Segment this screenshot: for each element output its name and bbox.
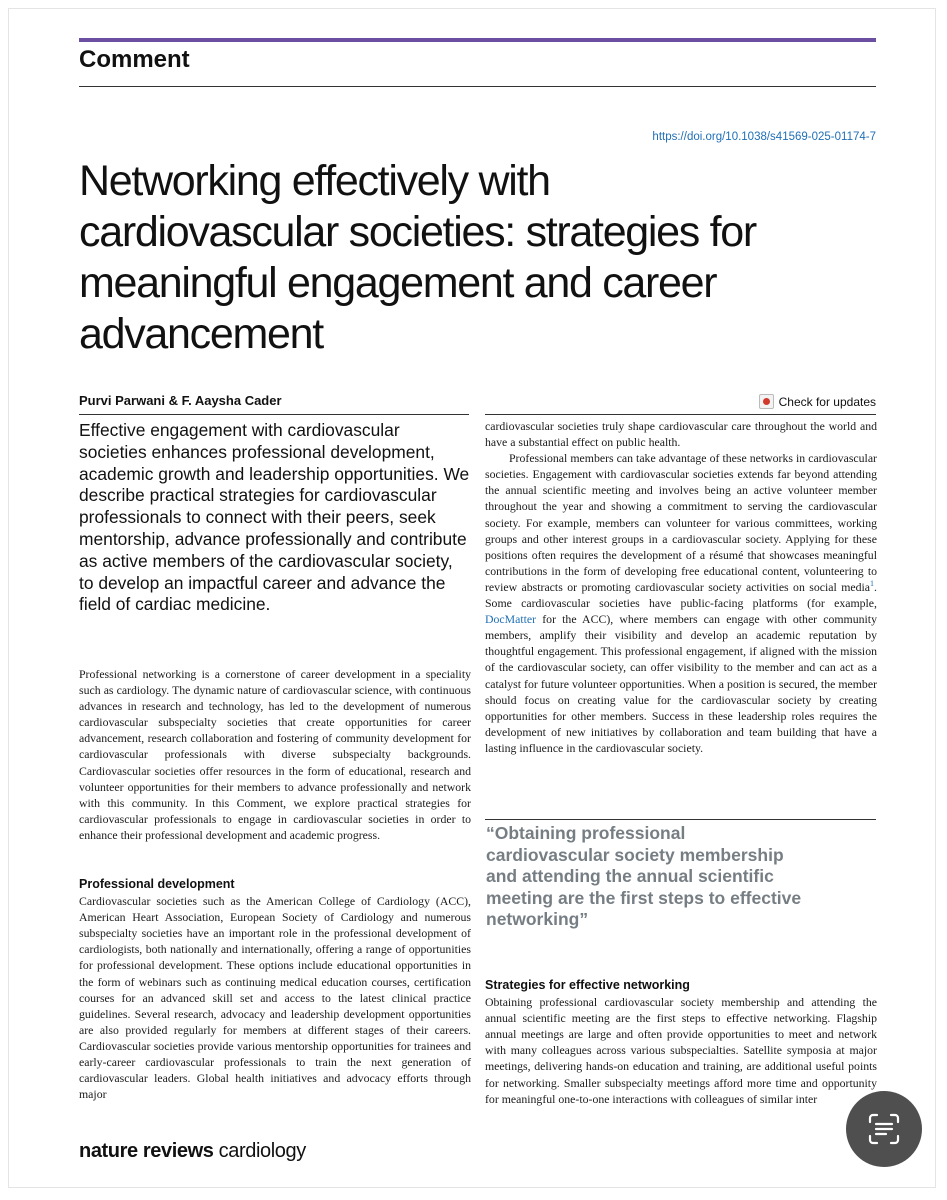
- check-updates-icon: [759, 394, 774, 409]
- journal-name-bold: nature reviews: [79, 1140, 214, 1162]
- body-paragraph: cardiovascular societies truly shape cardiovascular care throughout the world and have a substantial effect on public health.: [485, 419, 877, 450]
- right-column-text: [485, 418, 877, 756]
- journal-footer: [79, 1140, 306, 1163]
- scan-text-icon: [864, 1109, 904, 1149]
- check-updates-label: Check for updates: [778, 394, 876, 409]
- abstract: Effective engagement with cardiovascular societies enhances professional development, academic growth and leadership opportunities. We describe practical strategies for cardiovascular professionals to connect with their peers, seek mentorship, advance professionally and contribute as active members of the cardiovascular society, to develop an impactful career and advance the field of cardiac medicine.: [79, 420, 470, 615]
- left-column-divider: [79, 414, 469, 415]
- doi-link[interactable]: https://doi.org/10.1038/s41569-025-01174-7: [652, 131, 876, 143]
- scan-text-button[interactable]: [846, 1091, 922, 1167]
- section-divider: [79, 86, 876, 87]
- right-column-divider: [485, 414, 876, 415]
- section-heading: Professional development: [79, 877, 235, 891]
- journal-name-light: cardiology: [218, 1140, 306, 1162]
- docmatter-link[interactable]: DocMatter: [485, 612, 537, 627]
- check-for-updates-button[interactable]: [759, 394, 876, 409]
- body-paragraph: Obtaining professional cardiovascular society membership and attending the annual scientific meeting are the first steps to effective networking. Flagship annual meetings are large and often provide opportunities to meet and network with many colleagues across various subspecialties. Satellite symposia at major meetings, delivering hands-on education and training, are additional useful points for networking. Smaller subspecialty meetings afford more time and opportunity for meaningful one-to-one interactions with colleagues of similar inter: [485, 995, 877, 1106]
- article-title: Networking effectively with cardiovascular societies: strategies for meaningful engagement and career advancement: [79, 157, 756, 358]
- intro-paragraph: Professional networking is a cornerstone of career development in a speciality such as cardiology. The dynamic nature of cardiovascular science, with continuous advances in research and technology, has led to the development of numerous cardiovascular subspecialty societies that create opportunities for career advancement, research collaboration and fostering of community development for cardiovascular professionals with diverse subspecialty backgrounds. Cardiovascular societies offer resources in the form of educational, research and volunteer opportunities for their members to advance professionally and network with this community. In this Comment, we explore practical strategies for cardiovascular professionals to engage in cardiovascular societies in order to enhance their professional development and academic progress.: [79, 667, 471, 842]
- authors: Purvi Parwani & F. Aaysha Cader: [79, 393, 282, 408]
- accent-bar: [79, 38, 876, 42]
- body-paragraph: Professional members can take advantage of these networks in cardiovascular societies. Engagement with cardiovascular societies extends far beyond attending the annual scientific meeting and involves being an active volunteer member throughout the year and showing a commitment to serving the cardiovascular society. For example, members can volunteer for various committees, working groups and other interest groups in a cardiovascular society. Applying for these positions often requires the development of a résumé that showcases meaningful contributions in the form of developing free educational content, volunteering to review abstracts or promoting cardiovascular society activities on social media$^1$. Some cardiovascular societies have public-facing platforms (for example, DocMatter for the ACC), where members can engage with other community members, amplify their visibility and develop an academic reputation by thoughtful engagement. This professional engagement, if aligned with the mission of the cardiovascular society, can offer visibility to the member and can act as a catalyst for future volunteer opportunities. When a position is secured, the member should focus on creating value for the cardiovascular society by creating opportunities for other members. Success in these leadership roles requires the development of new initiatives by collaboration and team building that have a lasting influence in the cardiovascular society.: [485, 451, 877, 755]
- reference-link[interactable]: 1: [870, 579, 875, 589]
- pull-quote: “Obtaining professional cardiovascular society membership and attending the annual scientific meeting are the first steps to effective networking”: [486, 823, 802, 929]
- intro-section: [79, 666, 471, 843]
- body-paragraph: Cardiovascular societies such as the American College of Cardiology (ACC), American Heart Association, European Society of Cardiology and numerous subspecialty societies have an important role in the professional development of cardiologists, both nationally and internationally, offering a range of opportunities for professional development. These options include educational opportunities in the form of webinars such as continuing medical education courses, certification courses for an advanced skill set and access to the latest clinical practice guidelines. Several research, advocacy and leadership development opportunities are also provided regularly for members at different stages of their careers. Cardiovascular societies provide various mentorship opportunities for trainees and early-career cardiovascular professionals to train the next generation of cardiovascular leaders. Global health initiatives and advocacy efforts through major: [79, 894, 471, 1102]
- section-heading: Strategies for effective networking: [485, 978, 690, 992]
- strategies-section: [485, 977, 877, 1107]
- section-label: Comment: [79, 46, 190, 73]
- pull-quote-divider: [485, 819, 876, 820]
- professional-development-section: [79, 876, 471, 1102]
